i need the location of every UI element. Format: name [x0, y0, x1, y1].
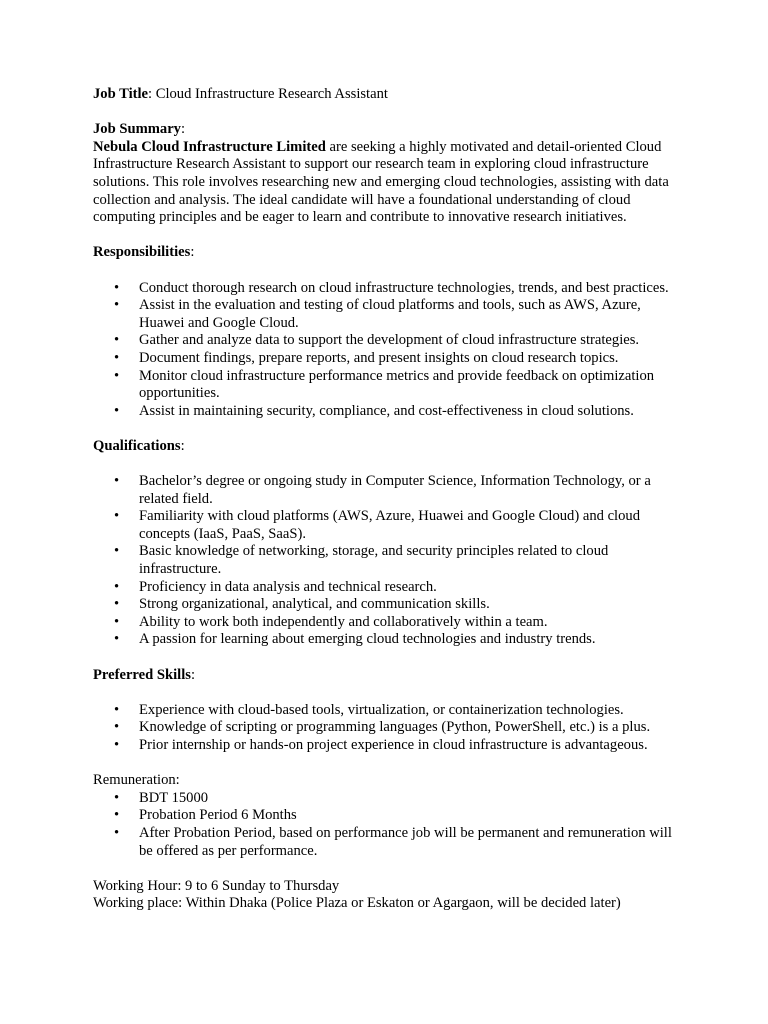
bullet-icon: • — [114, 332, 120, 349]
list-item: • Prior internship or hands-on project experience in cloud infrastructure is advantageous. — [114, 736, 648, 753]
bullet-icon: • — [114, 631, 120, 648]
list-item: • Monitor cloud infrastructure performance metrics and provide feedback on optimization opportunities. — [114, 367, 655, 402]
working-hour: Working Hour: 9 to 6 Sunday to Thursday — [93, 877, 340, 894]
job-posting-document — [93, 86, 683, 913]
list-item: • After Probation Period, based on performance job will be permanent and remuneration will be offered as per performance. — [114, 824, 672, 859]
list-item: • BDT 15000 — [114, 789, 209, 806]
list-item: • Conduct thorough research on cloud infrastructure technologies, trends, and best practices. — [114, 279, 669, 296]
list-item: • Familiarity with cloud platforms (AWS, Azure, Huawei and Google Cloud) and cloud concepts (IaaS, PaaS, SaaS). — [114, 508, 640, 542]
bullet-icon: • — [114, 473, 120, 490]
list-item: • Proficiency in data analysis and technical research. — [114, 578, 437, 595]
list-item: • Ability to work both independently and collaboratively within a team. — [114, 613, 548, 630]
list-item: • Gather and analyze data to support the development of cloud infrastructure strategies. — [114, 332, 640, 349]
bullet-icon: • — [114, 701, 120, 718]
company-name: Nebula Cloud Infrastructure Limited — [93, 138, 326, 155]
list-item: • Document findings, prepare reports, and present insights on cloud research topics. — [114, 349, 619, 366]
bullet-icon: • — [114, 613, 120, 630]
qualifications-label: Qualifications — [93, 437, 181, 454]
job-summary-heading: Job Summary: — [93, 121, 186, 138]
bullet-icon: • — [114, 279, 120, 296]
list-item: • A passion for learning about emerging cloud technologies and industry trends. — [114, 631, 596, 648]
remuneration-heading: Remuneration: — [93, 772, 180, 789]
bullet-icon: • — [114, 578, 120, 595]
bullet-icon: • — [114, 789, 120, 806]
list-item: • Basic knowledge of networking, storage, and security principles related to cloud infrastructure. — [114, 543, 609, 578]
bullet-icon: • — [114, 596, 120, 613]
qualifications-heading: Qualifications: — [93, 437, 185, 454]
working-place: Working place: Within Dhaka (Police Plaza or Eskaton or Agargaon, will be decided later) — [93, 895, 621, 912]
bullet-icon: • — [114, 508, 120, 525]
list-item: • Assist in maintaining security, compliance, and cost-effectiveness in cloud solutions. — [114, 402, 634, 419]
job-summary-body: are seeking a highly motivated and detail-oriented Cloud Infrastructure Research Assistant to support our research team in exploring cloud infrastructure solutions. This role involves researching new and emerging cloud technologies, assisting with data collection and analysis. The ideal candidate will have a foundational understanding of cloud computing principles and be eager to learn and contribute to innovative research initiatives. — [93, 138, 669, 226]
job-summary-label: Job Summary — [93, 121, 181, 138]
job-title-line — [93, 86, 683, 104]
responsibilities-heading: Responsibilities: — [93, 244, 195, 261]
bullet-icon: • — [114, 719, 120, 736]
list-item: • Experience with cloud-based tools, virtualization, or containerization technologies. — [114, 701, 624, 718]
bullet-icon: • — [114, 367, 120, 384]
list-item: • Probation Period 6 Months — [114, 807, 297, 824]
list-item: • Strong organizational, analytical, and communication skills. — [114, 596, 490, 613]
bullet-icon: • — [114, 824, 120, 841]
bullet-icon: • — [114, 349, 120, 366]
list-item: • Bachelor’s degree or ongoing study in Computer Science, Information Technology, or a related field. — [114, 473, 651, 507]
preferred-skills-heading: Preferred Skills: — [93, 666, 196, 683]
bullet-icon: • — [114, 402, 120, 419]
list-item: • Assist in the evaluation and testing of cloud platforms and tools, such as AWS, Azure, Huawei and Google Cloud. — [114, 297, 641, 331]
bullet-icon: • — [114, 543, 120, 560]
bullet-icon: • — [114, 807, 120, 824]
preferred-skills-label: Preferred Skills — [93, 666, 191, 683]
job-summary-text — [93, 139, 683, 227]
job-title-label: Job Title — [93, 86, 149, 102]
preferred-skills-list — [93, 702, 683, 755]
job-title-value: : Cloud Infrastructure Research Assistant — [148, 86, 388, 102]
bullet-icon: • — [114, 736, 120, 753]
bullet-icon: • — [114, 297, 120, 314]
remuneration-list — [93, 790, 683, 860]
list-item: • Knowledge of scripting or programming languages (Python, PowerShell, etc.) is a plus. — [114, 719, 651, 736]
responsibilities-label: Responsibilities — [93, 244, 191, 261]
qualifications-list — [93, 473, 683, 649]
responsibilities-list — [93, 280, 683, 421]
